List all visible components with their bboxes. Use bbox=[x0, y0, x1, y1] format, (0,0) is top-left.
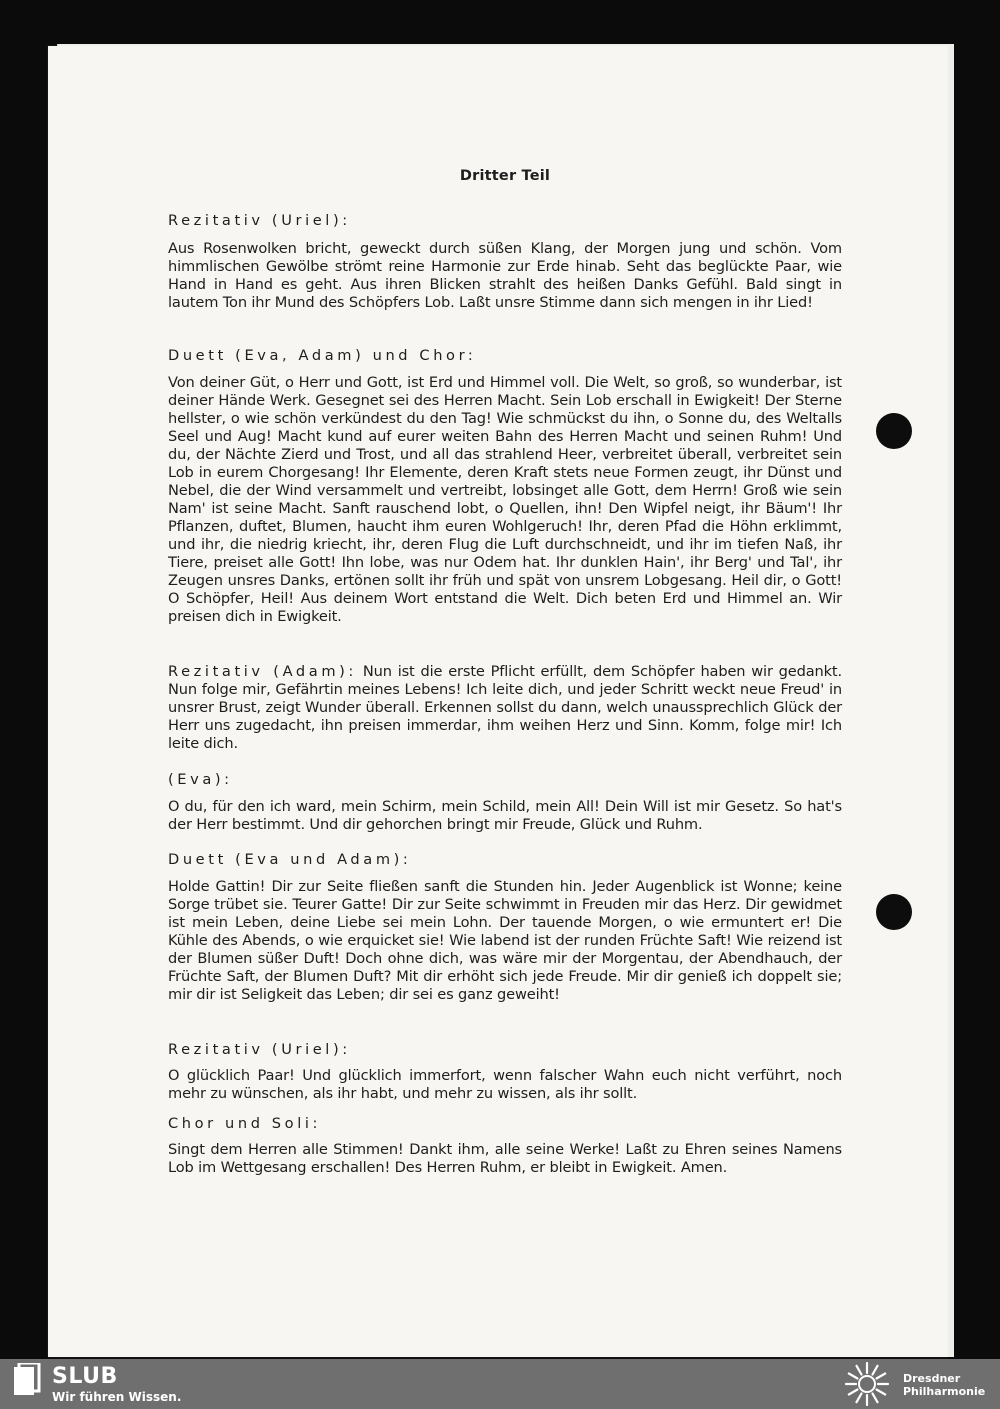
punch-hole-lower bbox=[876, 894, 912, 930]
section-text: Singt dem Herren alle Stimmen! Dankt ihm, alle seine Werke! Laßt zu Ehren seines Namens Lob im Wettgesang erschallen! Des Herren Ruhm, er bleibt in Ewigkeit. Amen. bbox=[168, 1141, 842, 1176]
library-name: SLUB bbox=[52, 1364, 118, 1389]
partner-name-line2: Philharmonie bbox=[903, 1385, 986, 1398]
section-heading: (Eva): bbox=[168, 771, 233, 788]
section-heading: Rezitativ (Uriel): bbox=[168, 1041, 351, 1058]
section-text: O glücklich Paar! Und glücklich immerfort, wenn falscher Wahn euch nicht verführt, noch mehr zu wünschen, als ihr habt, und mehr zu wissen, als ihr sollt. bbox=[168, 1067, 842, 1102]
section-heading: Duett (Eva und Adam): bbox=[168, 851, 412, 868]
section-heading: Rezitativ (Uriel): bbox=[168, 212, 351, 229]
philharmonie-sunburst-icon bbox=[842, 1361, 892, 1407]
section-text: Von deiner Güt, o Herr und Gott, ist Erd und Himmel voll. Die Welt, so groß, so wunderbar, ist deiner Hände Werk. Gesegnet sei des Herren Macht. Sein Lob erschall in Ewigkeit! Der Sterne hellster, o wie schön verkündest du den Tag! Wie schmückst du ihn, o Sonne du, des Weltalls Seel und Aug! Macht kund auf eurer weiten Bahn des Herren Macht und seinen Ruhm! Und du, der Nächte Zierd und Trost, und all das strahlend Heer, verbreitet überall, verbreitet sein Lob in eurem Chorgesang! Ihr Elemente, deren Kraft stets neue Formen zeugt, ihr Dünst und Nebel, die der Wind versammelt und vertreibt, lobsinget alle Gott, dem Herrn! Groß wie sein Nam' ist seine Macht. Sanft rauschend lobt, o Quellen, ihn! Den Wipfel neigt, ihr Bäum'! Ihr Pflanzen, duftet, Blumen, haucht ihm euren Wohlgeruch! Ihr, deren Pfad die Höhn erklimmt, und ihr, die niedrig kriecht, ihr, deren Flug die Luft durchschneidt, und ihr im tiefen Naß, ihr Tiere, preiset alle Gott! Ihn lobe, was nur Odem hat. Ihr dunklen Hain', ihr Berg' und Tal', ihr Zeugen unsres Danks, ertönen sollt ihr früh und spät von unsrem Lobgesang. Heil dir, o Gott! O Schöpfer, Heil! Aus deinem Wort entstand die Welt. Dich beten Erd und Himmel an. Wir preisen dich in Ewigkeit. bbox=[168, 374, 842, 625]
section-heading: Rezitativ (Adam): bbox=[168, 663, 357, 680]
slub-book-icon bbox=[10, 1363, 42, 1399]
section-text: Nun ist die erste Pflicht erfüllt, dem Schöpfer haben wir gedankt. Nun folge mir, Gefährtin meines Lebens! Ich leite dich, und jeder Schritt weckt neue Freud' in unsrer Brust, zeigt Wunder überall. Erkennen sollst du dann, welch unaussprechlich Glück der Herr uns zugedacht, ihn preisen immerdar, ihm weihen Herz und Sinn. Komm, folge mir! Ich leite dich. bbox=[168, 663, 842, 752]
section-text: O du, für den ich ward, mein Schirm, mein Schild, mein All! Dein Will ist mir Gesetz. So hat's der Herr bestimmt. Und dir gehorchen bringt mir Freude, Glück und Ruhm. bbox=[168, 798, 842, 833]
section-text: Holde Gattin! Dir zur Seite fließen sanft die Stunden hin. Jeder Augenblick ist Wonne; keine Sorge trübet sie. Teurer Gatte! Dir zur Seite schwimmt in Freuden mir das Herz. Dir gewidmet ist mein Leben, deine Liebe sei mein Lohn. Der tauende Morgen, o wie ermuntert er! Die Kühle des Abends, o wie erquicket sie! Wie labend ist der runden Früchte Saft! Wie reizend ist der Blumen süßer Duft! Doch ohne dich, was wäre mir der Morgentau, der Abendhauch, der Früchte Saft, der Blumen Duft? Mit dir erhöht sich jede Freude. Mir dir genieß ich doppelt sie; mir dir ist Seligkeit das Leben; dir sei es ganz geweiht! bbox=[168, 878, 842, 1003]
section-heading: Duett (Eva, Adam) und Chor: bbox=[168, 347, 477, 364]
section-text: Aus Rosenwolken bricht, geweckt durch süßen Klang, der Morgen jung und schön. Vom himmlischen Gewölbe strömt reine Harmonie zur Erde hinab. Seht das beglückte Paar, wie Hand in Hand es geht. Aus ihren Blicken strahlt des heißen Danks Gefühl. Bald singt in lautem Ton ihr Mund des Schöpfers Lob. Laßt unsre Stimme dann sich mengen in ihr Lied! bbox=[168, 240, 842, 311]
punch-hole-upper bbox=[876, 413, 912, 449]
page-title: Dritter Teil bbox=[459, 168, 551, 184]
library-tagline: Wir führen Wissen. bbox=[52, 1390, 182, 1404]
section-heading: Chor und Soli: bbox=[168, 1115, 322, 1132]
section-text-with-heading bbox=[168, 663, 842, 753]
partner-name-line1: Dresdner bbox=[903, 1372, 961, 1385]
footer-bar bbox=[0, 1359, 1000, 1409]
